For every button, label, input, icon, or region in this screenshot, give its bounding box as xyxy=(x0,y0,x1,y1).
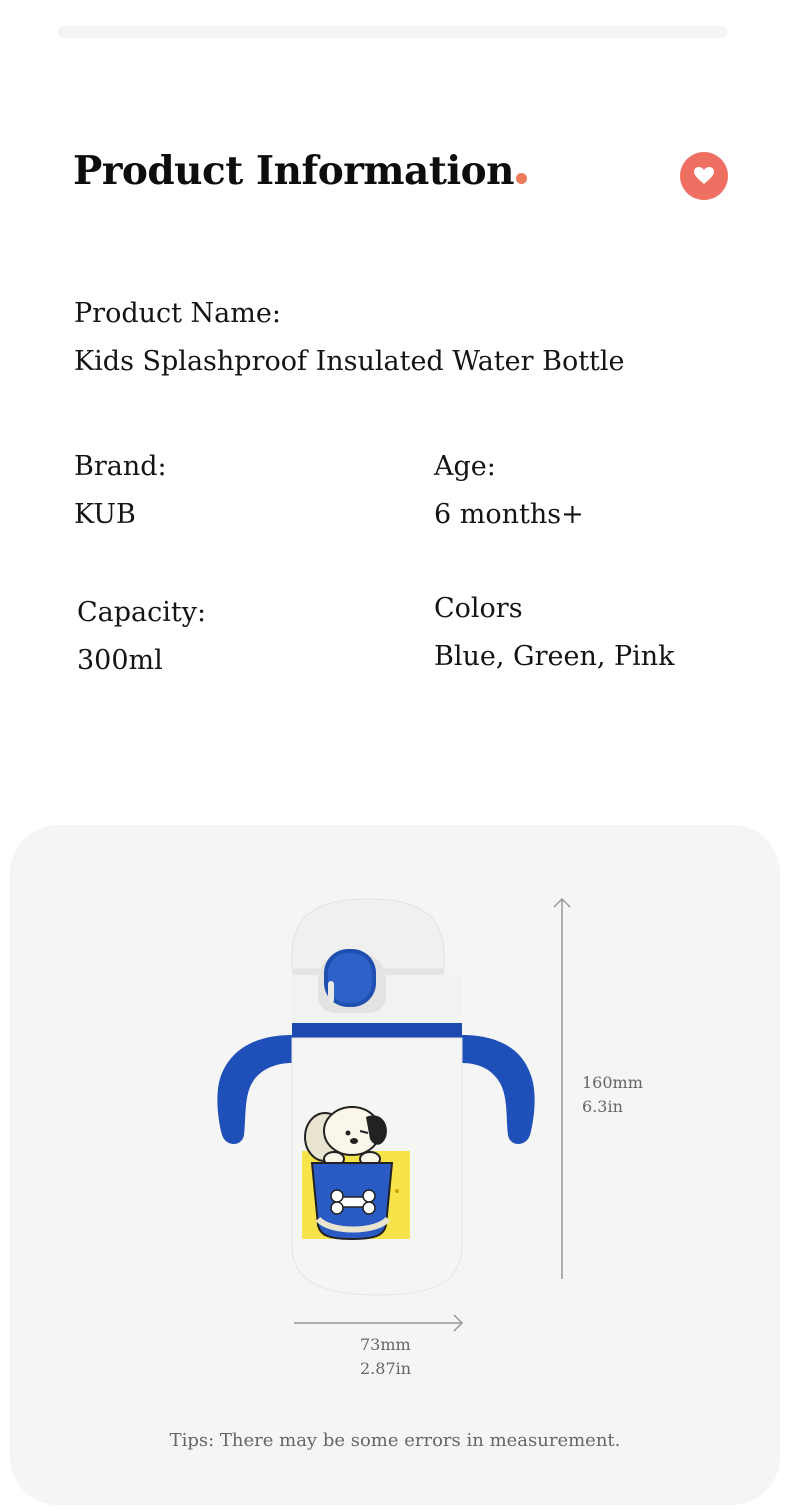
top-divider-bar xyxy=(58,26,728,38)
width-label xyxy=(360,1333,411,1381)
measurement-tips: Tips: There may be some errors in measurement. xyxy=(169,1430,621,1451)
colors-label: Colors xyxy=(434,593,523,624)
age-label: Age: xyxy=(434,451,496,482)
heart-icon-glyph xyxy=(693,166,715,186)
product-name-value: Kids Splashproof Insulated Water Bottle xyxy=(74,346,625,377)
age-value: 6 months+ xyxy=(434,499,584,530)
capacity-label: Capacity: xyxy=(77,597,207,628)
section-title-text: Product Information xyxy=(73,148,515,194)
colors-value: Blue, Green, Pink xyxy=(434,641,675,672)
width-in: 2.87in xyxy=(360,1359,412,1378)
height-arrow xyxy=(552,895,572,1285)
capacity-block xyxy=(77,589,206,685)
width-arrow xyxy=(292,1314,468,1332)
width-mm: 73mm xyxy=(360,1335,411,1354)
capacity-value: 300ml xyxy=(77,645,163,676)
brand-value: KUB xyxy=(74,499,136,530)
height-mm: 160mm xyxy=(582,1073,643,1092)
bottle-illustration xyxy=(200,885,540,1305)
height-in: 6.3in xyxy=(582,1097,623,1116)
colors-block xyxy=(434,585,675,681)
brand-label: Brand: xyxy=(74,451,167,482)
title-accent-dot xyxy=(516,173,527,184)
product-name-block xyxy=(74,290,625,386)
heart-icon[interactable] xyxy=(680,152,728,200)
height-label xyxy=(582,1071,643,1119)
section-title xyxy=(73,148,527,194)
age-block xyxy=(434,443,584,539)
brand-block xyxy=(74,443,167,539)
product-name-label: Product Name: xyxy=(74,298,281,329)
